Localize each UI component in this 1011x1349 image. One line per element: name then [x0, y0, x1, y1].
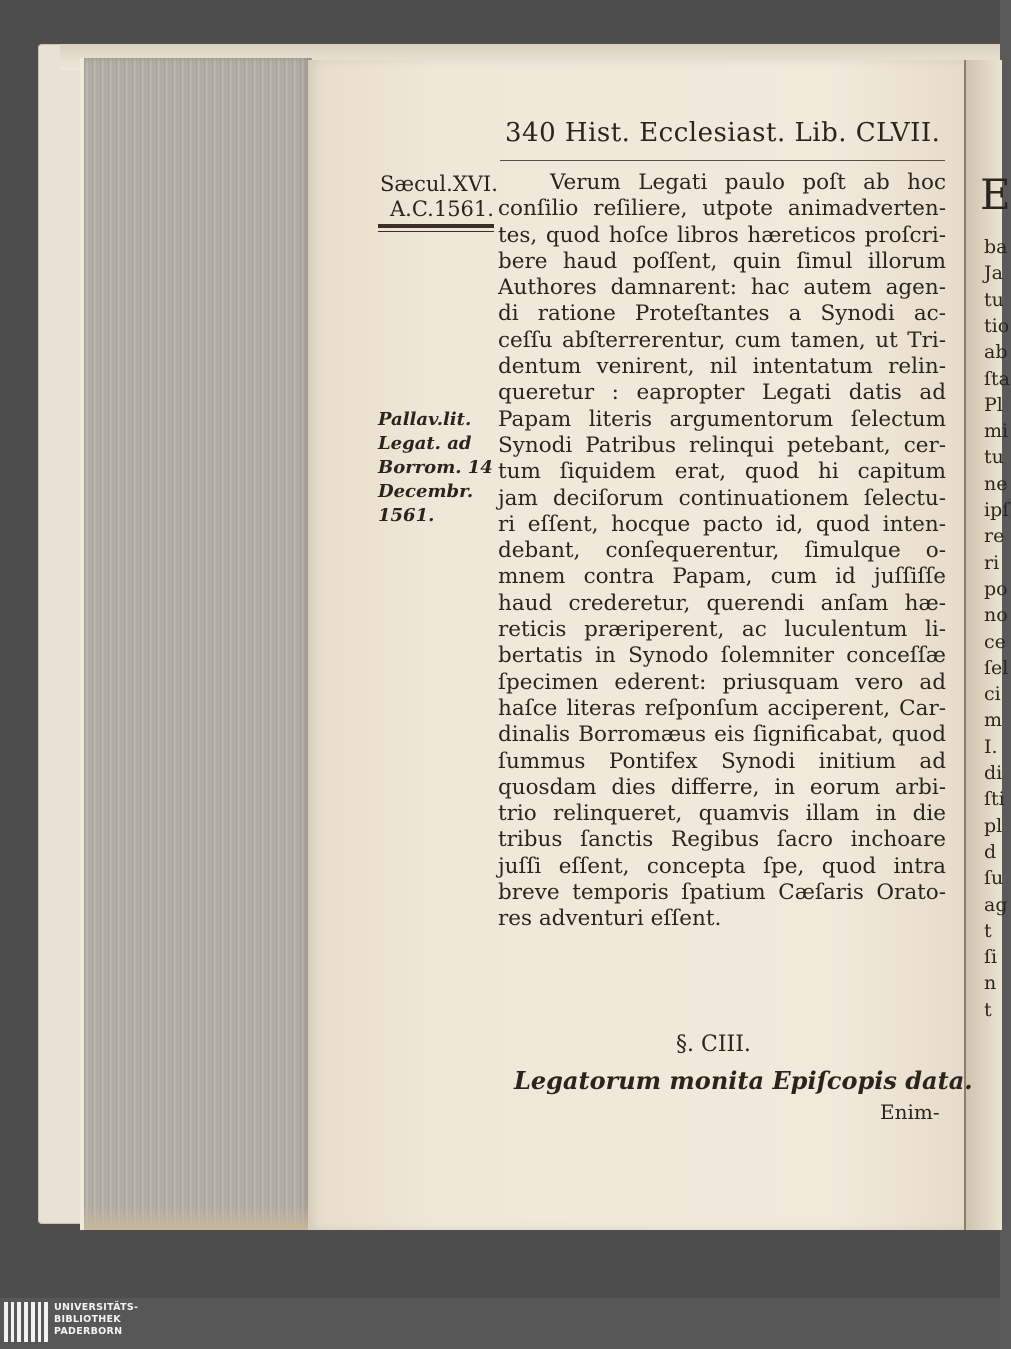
next-page-fragment: no — [984, 604, 1008, 627]
sidenote-line: Borrom. 14 — [378, 457, 493, 478]
body-line: Authores damnarent: hac autem agen- — [498, 275, 946, 301]
body-line: conſilio reſiliere, utpote animadverten- — [498, 196, 946, 222]
body-line: res adventuri eſſent. — [498, 906, 722, 932]
margin-year: A.C.1561. — [390, 197, 494, 221]
header-rule — [500, 160, 945, 162]
margin-sidenote — [378, 408, 503, 528]
body-line: trio relinqueret, quamvis illam in die — [498, 801, 946, 827]
next-page-fragment: ne — [984, 472, 1008, 495]
next-page-fragment: n — [984, 972, 997, 995]
next-page-fragment: ag — [984, 893, 1008, 916]
body-line: tribus ſanctis Regibus ſacro inchoare — [498, 827, 946, 853]
body-line: debant, conſequerentur, ſimulque o- — [498, 538, 946, 564]
next-page-fragment: tio — [984, 314, 1010, 337]
next-page-initial: E — [980, 170, 1011, 219]
body-line: ri eſſent, hocque pacto id, quod inten- — [498, 511, 946, 537]
next-page-fragment: ſta — [984, 367, 1010, 390]
page-block-edges — [80, 58, 312, 1230]
next-page-fragment: ſi — [984, 946, 998, 969]
next-page-fragment: ri — [984, 551, 1000, 574]
body-line: dentum venirent, nil intentatum relin- — [498, 354, 946, 380]
body-line: ceſſu abſterrerentur, cum tamen, ut Tri- — [498, 327, 946, 353]
margin-rule-thick — [378, 224, 494, 228]
margin-date — [380, 172, 498, 222]
body-line: Synodi Patribus relinqui petebant, cer- — [498, 432, 946, 458]
body-line: bere haud poſſent, quin ſimul illorum — [498, 248, 946, 274]
body-line: mnem contra Papam, cum id juſſiſſe — [498, 564, 946, 590]
section-title: Legatorum monita Epiſcopis data. — [514, 1066, 973, 1095]
body-line: Papam literis argumentorum ſelectum — [498, 406, 946, 432]
next-page-fragment: t — [984, 998, 992, 1021]
library-logo-icon — [4, 1302, 48, 1342]
body-line: breve temporis ſpatium Cæſaris Orato- — [498, 880, 946, 906]
body-line: bertatis in Synodo ſolemniter conceſſæ — [498, 643, 946, 669]
footer-bar — [0, 1298, 1000, 1349]
body-line: jam deciſorum continuationem ſelectu- — [498, 485, 946, 511]
body-line: juſſi eſſent, concepta ſpe, quod intra — [498, 853, 946, 879]
margin-rule-thin — [378, 231, 494, 232]
sidenote-line: Legat. ad — [378, 433, 472, 454]
next-page-fragment: ba — [984, 236, 1008, 258]
next-page-fragment: ci — [984, 683, 1001, 706]
next-page-fragment: re — [984, 525, 1005, 548]
next-page-fragment: m — [984, 709, 1003, 732]
logo-line: PADERBORN — [54, 1326, 123, 1337]
body-line: dinalis Borromæus eis ſignificabat, quod — [498, 722, 946, 748]
section-number: §. CIII. — [676, 1032, 751, 1057]
sidenote-line: 1561. — [378, 505, 435, 526]
next-page-fragment: ſu — [984, 867, 1004, 890]
next-page-fragment: I. — [984, 735, 998, 758]
body-text — [498, 170, 946, 933]
body-line: haud crederetur, querendi anſam hæ- — [498, 590, 946, 616]
running-header: 340 Hist. Ecclesiast. Lib. CLVII. — [505, 118, 941, 148]
next-page-fragment: Ja — [984, 262, 1003, 285]
next-page-fragment: mi — [984, 420, 1009, 443]
body-line: quosdam dies differre, in eorum arbi- — [498, 774, 946, 800]
next-page-fragment: tu — [984, 446, 1004, 469]
body-line: ſummus Pontifex Synodi initium ad — [498, 748, 946, 774]
next-page-fragment: ab — [984, 341, 1008, 364]
logo-line: UNIVERSITÄTS- — [54, 1302, 139, 1313]
next-page-fragment: ipſ — [984, 499, 1010, 521]
body-line: queretur : eapropter Legati datis ad — [498, 380, 946, 406]
catchword: Enim- — [880, 1100, 940, 1124]
body-line: Verum Legati paulo poſt ab hoc — [550, 170, 946, 195]
library-logo-text — [54, 1302, 138, 1338]
logo-line: BIBLIOTHEK — [54, 1314, 121, 1325]
next-page-fragment: Pl — [984, 393, 1003, 416]
next-page-fragment: di — [984, 762, 1003, 784]
sidenote-line: Pallav.lit. — [378, 409, 472, 430]
body-line: di ratione Proteſtantes a Synodi ac- — [498, 301, 946, 327]
next-page-fragment: ſel — [984, 656, 1009, 679]
next-page-fragment: po — [984, 577, 1008, 600]
next-page-fragment: tu — [984, 288, 1004, 311]
margin-century: Sæcul.XVI. — [380, 172, 498, 196]
next-page-fragment: d — [984, 840, 997, 863]
next-page-fragment: ce — [984, 630, 1006, 653]
body-line: tum ſiquidem erat, quod hi capitum — [498, 459, 946, 485]
next-page-fragment: t — [984, 919, 992, 942]
body-line: haſce literas reſponſum acciperent, Car- — [498, 695, 946, 721]
next-page-fragment: pl — [984, 814, 1003, 837]
body-line: ſpecimen ederent: priusquam vero ad — [498, 669, 946, 695]
sidenote-line: Decembr. — [378, 481, 474, 502]
body-line: reticis præriperent, ac luculentum li- — [498, 617, 946, 643]
next-page-fragment: ſti — [984, 788, 1005, 811]
body-line: tes, quod hoſce libros hæreticos proſcri- — [498, 222, 946, 248]
